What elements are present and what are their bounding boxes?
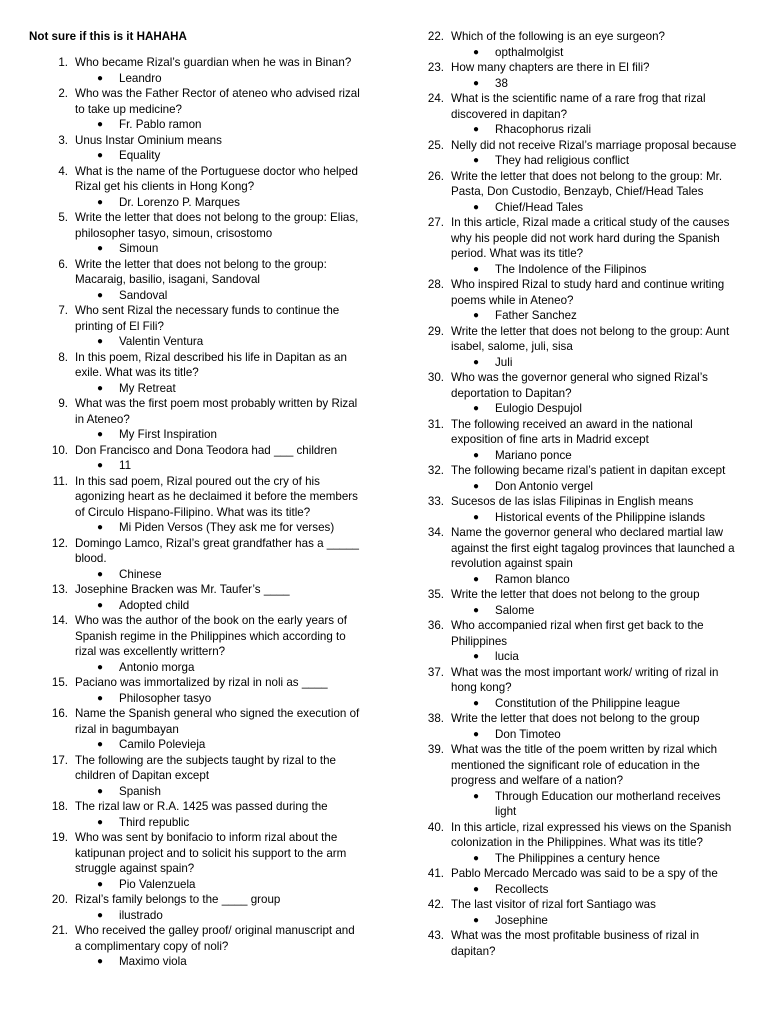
answer-item — [97, 520, 364, 536]
question-item — [420, 665, 742, 696]
question-number: 34. — [427, 526, 444, 539]
question-text: Which of the following is an eye surgeon? — [451, 30, 665, 43]
answer-text: Fr. Pablo ramon — [119, 118, 202, 131]
question-text: In this article, rizal expressed his views on the Spanish colonization in the Philippines. What was its title? — [451, 820, 732, 849]
question-text: In this article, Rizal made a critical study of the causes why his people did not work hard during the Spanish period. What was its title? — [451, 216, 730, 260]
question-number: 42. — [427, 898, 444, 911]
question-item — [420, 928, 742, 959]
answer-text: Third republic — [119, 815, 190, 829]
question-number: 33. — [427, 495, 444, 508]
question-text: The following are the subjects taught by rizal to the children of Dapitan except — [75, 753, 337, 782]
question-number: 29. — [427, 324, 444, 338]
question-number: 41. — [427, 867, 444, 880]
question-number: 2. — [58, 87, 68, 100]
answer-text: Historical events of the Philippine islands — [495, 510, 706, 524]
answer-item — [97, 954, 364, 970]
bullet-icon: ● — [473, 852, 480, 864]
question-number: 8. — [58, 350, 68, 364]
question-number: 15. — [51, 676, 68, 689]
question-text: Unus Instar Ominium means — [75, 133, 222, 147]
question-text: What was the title of the poem written by rizal which mentioned the significant role of education in the progress and welfare of a nation? — [451, 743, 718, 787]
answer-item — [473, 789, 742, 820]
question-item — [420, 711, 742, 727]
question-item — [420, 370, 742, 401]
question-number: 26. — [427, 169, 444, 183]
question-number: 31. — [427, 417, 444, 431]
answer-text: Antonio morga — [119, 660, 195, 674]
question-number: 3. — [58, 133, 68, 147]
question-item — [420, 60, 742, 76]
answer-item — [97, 737, 364, 753]
question-number: 32. — [427, 464, 444, 477]
question-number: 6. — [58, 257, 68, 271]
bullet-icon: ● — [97, 661, 104, 673]
question-number: 1. — [58, 56, 68, 69]
question-text: Pablo Mercado Mercado was said to be a spy of the — [451, 867, 718, 880]
answer-item — [97, 784, 364, 800]
question-item — [420, 277, 742, 308]
answer-text: Don Antonio vergel — [495, 479, 593, 493]
question-number: 14. — [51, 614, 68, 627]
answer-item — [97, 908, 364, 924]
question-item — [420, 897, 742, 913]
question-text: Write the letter that does not belong to the group: Elias, philosopher tasyo, simoun, crisostomo — [75, 211, 359, 240]
question-number: 11. — [52, 474, 68, 488]
bullet-icon: ● — [97, 878, 104, 890]
question-item — [44, 706, 364, 737]
answer-item — [473, 479, 742, 495]
answer-text: Camilo Polevieja — [119, 738, 206, 751]
bullet-icon: ● — [97, 692, 104, 704]
bullet-icon: ● — [473, 356, 480, 368]
question-number: 39. — [427, 743, 444, 756]
question-item — [420, 29, 742, 45]
answer-text: Simoun — [119, 242, 159, 255]
question-item — [420, 525, 742, 572]
question-number: 13. — [51, 583, 68, 596]
answer-text: opthalmolgist — [495, 45, 564, 59]
answer-item — [473, 45, 742, 61]
answer-item — [473, 308, 742, 324]
question-text: The following became rizal’s patient in dapitan except — [451, 464, 726, 477]
question-number: 9. — [58, 397, 68, 410]
answer-item — [473, 696, 742, 712]
answer-item — [97, 117, 364, 133]
answer-text: Valentin Ventura — [119, 335, 204, 348]
bullet-icon: ● — [473, 77, 480, 89]
question-item — [44, 210, 364, 241]
bullet-icon: ● — [97, 336, 104, 347]
question-number: 7. — [58, 304, 68, 317]
question-number: 19. — [51, 831, 68, 844]
question-number: 5. — [58, 211, 68, 224]
question-number: 22. — [427, 30, 444, 43]
question-number: 4. — [58, 164, 68, 178]
answer-text: Spanish — [119, 784, 161, 798]
question-item — [420, 494, 742, 510]
question-item — [420, 324, 742, 355]
question-number: 17. — [51, 753, 68, 767]
question-item — [420, 215, 742, 262]
answer-item — [473, 448, 742, 464]
question-number: 43. — [427, 929, 444, 942]
question-text: The following received an award in the national exposition of fine arts in Madrid except — [451, 417, 693, 446]
question-text: Who inspired Rizal to study hard and continue writing poems while in Ateneo? — [451, 278, 725, 307]
bullet-icon: ● — [473, 883, 480, 895]
question-text: The last visitor of rizal fort Santiago was — [451, 898, 656, 911]
question-number: 35. — [427, 588, 444, 601]
question-text: Josephine Bracken was Mr. Taufer’s ____ — [75, 583, 290, 596]
question-item — [44, 474, 364, 521]
bullet-icon: ● — [473, 573, 480, 585]
bullet-icon: ● — [97, 956, 104, 967]
bullet-icon: ● — [97, 739, 104, 750]
question-text: In this poem, Rizal described his life in Dapitan as an exile. What was its title? — [75, 350, 347, 379]
question-item — [44, 443, 364, 459]
question-number: 12. — [51, 536, 68, 550]
answer-text: Leandro — [119, 71, 162, 85]
question-text: What was the first poem most probably written by Rizal in Ateneo? — [75, 397, 358, 426]
question-text: Sucesos de las islas Filipinas in English means — [451, 495, 694, 508]
question-number: 21. — [51, 924, 68, 937]
bullet-icon: ● — [473, 46, 480, 58]
question-number: 23. — [427, 61, 444, 74]
question-item — [44, 303, 364, 334]
bullet-icon: ● — [473, 790, 480, 802]
question-item — [44, 55, 364, 71]
question-number: 37. — [427, 665, 444, 679]
question-item — [44, 86, 364, 117]
question-item — [44, 799, 364, 815]
answer-text: Pio Valenzuela — [119, 877, 196, 891]
bullet-icon: ● — [97, 150, 104, 161]
question-item — [44, 536, 364, 567]
question-item — [420, 742, 742, 789]
bullet-icon: ● — [97, 243, 104, 254]
question-item — [420, 587, 742, 603]
question-item — [44, 133, 364, 149]
answer-text: Chinese — [119, 567, 162, 581]
answer-text: Rhacophorus rizali — [495, 123, 592, 136]
question-column-left — [44, 55, 364, 970]
question-text: The rizal law or R.A. 1425 was passed during the — [75, 800, 328, 813]
answer-item — [97, 660, 364, 676]
answer-text: lucia — [495, 650, 519, 663]
question-item — [44, 923, 364, 954]
page-title: Not sure if this is it HAHAHA — [29, 30, 187, 43]
question-text: How many chapters are there in El fili? — [451, 61, 650, 74]
answer-item — [473, 153, 742, 169]
answer-item — [473, 510, 742, 526]
question-text: What was the most important work/ writing of rizal in hong kong? — [451, 665, 719, 694]
bullet-icon: ● — [473, 480, 480, 492]
question-text: What is the name of the Portuguese doctor who helped Rizal get his clients in Hong Kong? — [75, 164, 358, 193]
question-text: Who sent Rizal the necessary funds to continue the printing of El Fili? — [75, 304, 340, 333]
answer-text: Mariano ponce — [495, 448, 572, 462]
answer-text: ilustrado — [119, 908, 163, 922]
bullet-icon: ● — [97, 785, 104, 797]
answer-item — [473, 200, 742, 216]
question-item — [420, 91, 742, 122]
question-text: Rizal’s family belongs to the ____ group — [75, 893, 281, 906]
answer-text: 11 — [119, 459, 132, 472]
question-text: Nelly did not receive Rizal’s marriage proposal because — [451, 138, 737, 152]
question-number: 28. — [427, 278, 444, 291]
bullet-icon: ● — [97, 522, 104, 533]
bullet-icon: ● — [97, 568, 104, 580]
answer-item — [97, 288, 364, 304]
answer-item — [97, 381, 364, 397]
answer-item — [473, 122, 742, 138]
question-item — [420, 417, 742, 448]
question-column-right — [420, 29, 742, 959]
question-text: Name the Spanish general who signed the execution of rizal in bagumbayan — [75, 707, 360, 736]
bullet-icon: ● — [97, 429, 104, 440]
bullet-icon: ● — [473, 155, 480, 166]
question-text: Write the letter that does not belong to the group: Macaraig, basilio, isagani, Sandoval — [75, 257, 327, 286]
answer-text: Philosopher tasyo — [119, 691, 212, 705]
answer-item — [473, 851, 742, 867]
question-text: What is the scientific name of a rare frog that rizal discovered in dapitan? — [451, 92, 706, 121]
answer-item — [473, 603, 742, 619]
answer-item — [97, 427, 364, 443]
question-item — [44, 675, 364, 691]
question-text: Who became Rizal’s guardian when he was in Binan? — [75, 56, 352, 69]
question-number: 24. — [427, 92, 444, 105]
question-number: 38. — [427, 712, 444, 725]
question-text: In this sad poem, Rizal poured out the cry of his agonizing heart as he declaimed it before the members of Circulo Hispano-Filipino. What was its title? — [75, 474, 358, 519]
question-text: Who was sent by bonifacio to inform rizal about the katipunan project and to solicit his support to the arm struggle against spain? — [75, 831, 347, 875]
question-number: 36. — [427, 619, 444, 632]
question-item — [44, 830, 364, 877]
answer-text: 38 — [495, 76, 508, 90]
answer-text: Ramon blanco — [495, 572, 570, 586]
question-item — [420, 618, 742, 649]
answer-text: Don Timoteo — [495, 727, 561, 741]
answer-item — [97, 567, 364, 583]
answer-text: Adopted child — [119, 598, 190, 612]
answer-item — [97, 458, 364, 474]
answer-text: Josephine — [495, 913, 548, 927]
answer-text: They had religious conflict — [495, 154, 630, 167]
answer-item — [473, 262, 742, 278]
question-text: Who was the governor general who signed Rizal’s deportation to Dapitan? — [451, 371, 708, 400]
answer-text: Mi Piden Versos (They ask me for verses) — [119, 521, 335, 534]
answer-text: Dr. Lorenzo P. Marques — [119, 195, 240, 209]
answer-text: Eulogio Despujol — [495, 402, 583, 415]
question-item — [44, 257, 364, 288]
question-text: Name the governor general who declared martial law against the first eight tagalog provinces that launched a revolution against spain — [451, 526, 735, 570]
answer-item — [473, 572, 742, 588]
answer-text: My First Inspiration — [119, 428, 217, 441]
question-item — [44, 164, 364, 195]
bullet-icon: ● — [473, 651, 480, 662]
answer-item — [473, 76, 742, 92]
answer-item — [97, 195, 364, 211]
answer-item — [473, 355, 742, 371]
answer-text: The Philippines a century hence — [495, 851, 660, 865]
answer-text: Maximo viola — [119, 955, 187, 968]
answer-text: Recollects — [495, 882, 549, 896]
answer-item — [97, 815, 364, 831]
answer-item — [97, 598, 364, 614]
question-item — [44, 613, 364, 660]
question-text: Write the letter that does not belong to the group: Mr. Pasta, Don Custodio, Benzayb, Chief/Head Tales — [451, 169, 723, 198]
question-number: 16. — [51, 707, 68, 720]
question-item — [420, 138, 742, 154]
question-text: Write the letter that does not belong to the group — [451, 588, 700, 601]
answer-item — [97, 148, 364, 164]
question-text: Who accompanied rizal when first get back to the Philippines — [451, 619, 704, 648]
answer-item — [473, 882, 742, 898]
bullet-icon: ● — [97, 196, 104, 208]
bullet-icon: ● — [473, 697, 480, 709]
bullet-icon: ● — [97, 909, 104, 921]
answer-text: Through Education our motherland receives light — [495, 789, 721, 818]
answer-item — [97, 241, 364, 257]
answer-text: Constitution of the Philippine league — [495, 696, 680, 710]
question-item — [44, 350, 364, 381]
question-item — [420, 169, 742, 200]
bullet-icon: ● — [473, 310, 480, 321]
bullet-icon: ● — [97, 460, 104, 471]
bullet-icon: ● — [97, 289, 104, 301]
answer-item — [473, 727, 742, 743]
question-number: 25. — [427, 138, 444, 152]
answer-text: Father Sanchez — [495, 309, 577, 322]
answer-item — [473, 649, 742, 665]
question-text: What was the most profitable business of rizal in dapitan? — [451, 929, 700, 958]
question-number: 27. — [427, 216, 444, 229]
bullet-icon: ● — [473, 914, 480, 926]
bullet-icon: ● — [473, 449, 480, 461]
question-item — [44, 582, 364, 598]
answer-item — [473, 401, 742, 417]
question-text: Who was the Father Rector of ateneo who advised rizal to take up medicine? — [75, 87, 360, 116]
question-item — [44, 396, 364, 427]
question-text: Domingo Lamco, Rizal’s great grandfather has a _____ blood. — [75, 536, 360, 565]
bullet-icon: ● — [473, 201, 480, 213]
bullet-icon: ● — [97, 599, 104, 611]
question-text: Paciano was immortalized by rizal in noli as ____ — [75, 676, 328, 689]
answer-text: The Indolence of the Filipinos — [495, 262, 647, 276]
bullet-icon: ● — [97, 72, 104, 84]
answer-text: Equality — [119, 149, 161, 162]
answer-text: Salome — [495, 603, 535, 617]
question-item — [44, 892, 364, 908]
answer-item — [97, 691, 364, 707]
bullet-icon: ● — [97, 816, 104, 828]
question-text: Who was the author of the book on the early years of Spanish regime in the Philippines which according to rizal was excellently writtern? — [75, 614, 347, 658]
question-text: Write the letter that does not belong to the group: Aunt isabel, salome, juli, sisa — [451, 324, 730, 353]
bullet-icon: ● — [473, 604, 480, 616]
question-number: 10. — [51, 443, 68, 457]
bullet-icon: ● — [473, 511, 480, 523]
answer-text: Juli — [495, 355, 513, 369]
bullet-icon: ● — [473, 728, 480, 740]
answer-item — [97, 877, 364, 893]
answer-text: Sandoval — [119, 288, 168, 302]
question-number: 40. — [427, 820, 444, 834]
question-text: Who received the galley proof/ original manuscript and a complimentary copy of noli? — [75, 924, 355, 953]
bullet-icon: ● — [473, 124, 480, 135]
question-number: 20. — [51, 893, 68, 906]
question-item — [420, 866, 742, 882]
answer-item — [473, 913, 742, 929]
answer-item — [97, 71, 364, 87]
question-number: 30. — [427, 371, 444, 384]
question-text: Write the letter that does not belong to the group — [451, 712, 700, 725]
answer-text: Chief/Head Tales — [495, 200, 584, 214]
bullet-icon: ● — [97, 382, 104, 394]
question-item — [420, 820, 742, 851]
bullet-icon: ● — [473, 403, 480, 414]
question-item — [44, 753, 364, 784]
question-number: 18. — [51, 800, 68, 813]
answer-text: My Retreat — [119, 381, 176, 395]
answer-item — [97, 334, 364, 350]
question-item — [420, 463, 742, 479]
bullet-icon: ● — [97, 119, 104, 130]
question-text: Don Francisco and Dona Teodora had ___ children — [75, 443, 338, 457]
bullet-icon: ● — [473, 263, 480, 275]
